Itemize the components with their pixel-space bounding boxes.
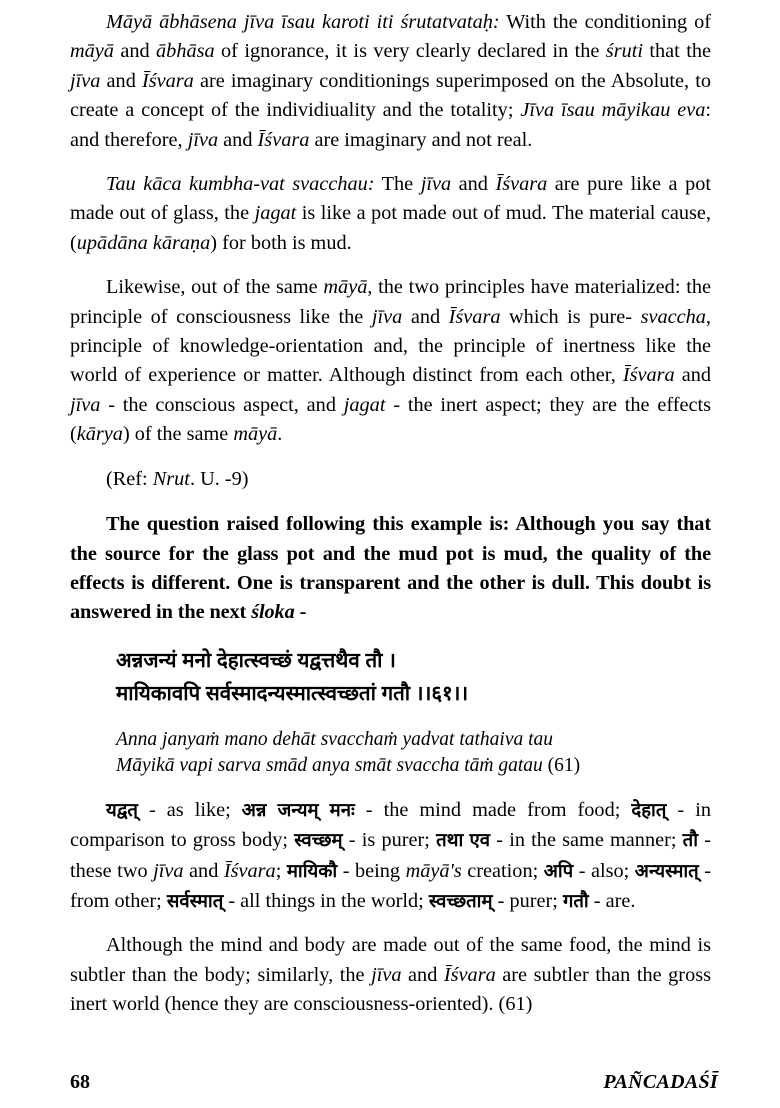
term-maya: māyā [70,40,114,63]
term-jagat: jagat [343,393,386,416]
text-run: - purer; [492,889,563,912]
text-run: which is pure- [500,305,641,328]
paragraph-maya-abhasena [70,8,711,155]
term-upadana-karana: upādāna kāraṇa [76,231,211,254]
term-jiva: jīva [371,305,403,328]
term-mayas: māyā's [405,859,462,882]
text-run: Māyikā vapi sarva smād anya smāt svaccha tāṁ gatau [116,754,543,776]
text-run: is like a pot made out of mud. The material cause, ( [70,202,711,254]
term-jiva: jīva [153,859,184,882]
text-run: are subtler than the gross inert world (hence they are consciousness-oriented). (61) [70,963,711,1016]
text-run: and [674,364,711,387]
text-run: - these two [70,829,711,882]
devanagari-verse [70,644,711,710]
term-isvara: Īśvara [257,128,310,151]
text-run: and [401,963,444,986]
term-isvara: Īśvara [495,173,548,196]
text-run: and [218,128,258,151]
text-run: ) for both is mud. [210,231,352,254]
paragraph-word-gloss [70,795,711,917]
term-jiva: jīva [70,393,101,416]
verse-line-2: मायिकावपि सर्वस्मादन्यस्मात्स्वच्छतां गतौ ।।६१।। [116,681,469,705]
devanagari-word: स्वच्छम् [294,829,343,851]
text-run: The [374,173,421,196]
text-run: - in comparison to gross body; [70,798,712,852]
term-maya: māyā [323,276,368,299]
devanagari-word: तथा एव [436,829,491,851]
sanskrit-quote: Jīva īsau māyikau eva [520,99,706,122]
text-run: Likewise, out of the same [106,276,324,299]
page-content [70,8,711,1020]
term-sruti: śruti [605,40,643,63]
text-run: and [183,859,224,882]
devanagari-word: सर्वस्मात् [166,889,224,911]
text-run: are imaginary and not real. [309,128,533,151]
text-run: : and therefore, [70,99,711,151]
devanagari-word: यद्वत् [106,798,138,820]
term-jiva: jīva [70,69,101,92]
text-run: The question raised following this example is: Although you say that the source for the glass pot and the mud pot is mud, the quality of the effects is different. One is transparent and the other is dull. This doubt is answered in the next [70,513,711,624]
text-run: . [277,423,283,446]
text-run: - the conscious aspect, and [100,393,344,416]
term-isvara: Īśvara [448,305,501,328]
text-run: , the two principles have materialized: the principle of consciousness like the [70,276,711,328]
text-run: - are. [588,889,636,912]
text-run: and [451,173,496,196]
text-run: of ignorance, it is very clearly declared in the [214,40,606,63]
sanskrit-phrase-lead: Māyā ābhāsena jīva īsau karoti iti śrutatvataḥ: [106,11,500,33]
paragraph-likewise [70,273,711,449]
sanskrit-phrase-lead: Tau kāca kumbha-vat svacchau: [106,173,375,196]
text-run: With the conditioning of [499,11,711,33]
text-run: ; [275,859,287,882]
text-run: - being [337,859,406,882]
term-isvara: Īśvara [141,69,194,92]
text-run: - the mind made from food; [354,798,632,821]
source-name: Nrut [152,467,190,490]
text-run: are pure like a pot made out of glass, the [70,173,711,225]
text-run: Although the mind and body are made out of the same food, the mind is subtler than the body; similarly, the [70,934,711,986]
term-sloka: śloka [251,601,295,624]
devanagari-word: स्वच्छताम् [428,889,493,911]
text-run: - [294,601,307,624]
text-run: - from other; [70,859,711,912]
devanagari-word: गतौ [562,889,589,911]
term-jiva: jīva [371,963,402,986]
text-run: and [402,305,449,328]
text-run: (Ref: [106,467,153,490]
text-run: and [113,40,157,63]
devanagari-word: अन्यस्मात् [634,859,699,881]
text-run: are imaginary conditionings superimposed on the Absolute, to create a concept of the individiuality and the totality; [70,69,711,122]
term-karya: kārya [76,423,123,446]
term-abhasa: ābhāsa [156,40,215,63]
term-isvara: Īśvara [443,963,496,986]
transliteration-line-1: Anna janyaṁ mano dehāt svacchaṁ yadvat tathaiva tau [116,728,554,750]
devanagari-word: देहात् [631,798,667,820]
text-run: that the [643,40,711,63]
paragraph-tau-kaca [70,170,711,258]
text-run: - also; [573,859,635,882]
devanagari-word: अपि [543,859,574,881]
text-run: and [100,69,142,92]
reference-citation [70,465,711,494]
text-run: - as like; [137,798,242,821]
text-run: - all things in the world; [223,889,429,912]
text-run: ) of the same [122,423,234,446]
term-isvara: Īśvara [622,364,675,387]
term-jiva: jīva [420,173,452,196]
term-jiva: jīva [187,128,219,151]
page-number: 68 [70,1071,90,1093]
transliteration-block [70,727,711,779]
term-jagat: jagat [254,202,297,225]
term-isvara: Īśvara [223,859,276,882]
text-run: - the inert aspect; they are the effects ( [70,393,711,446]
devanagari-word: अन्न जन्यम् मनः [241,798,355,820]
devanagari-word: तौ [682,829,699,851]
text-run: creation; [461,859,544,882]
text-run: - in the same manner; [490,829,683,852]
term-maya: māyā [233,423,278,446]
page-footer [70,1071,718,1094]
running-title: PAÑCADAŚĪ [603,1071,718,1093]
transliteration-line-2 [116,753,711,779]
term-svaccha: svaccha [640,305,706,328]
text-run: , principle of knowledge-orientation and, the principle of inertness like the world of experience or matter. Although distinct from each other, [70,305,711,387]
text-run: - is purer; [342,829,437,852]
verse-line-1: अन्नजन्यं मनो देहात्स्वच्छं यद्वत्तथैव तौ । [116,648,396,672]
paragraph-although-mind-body [70,931,711,1019]
devanagari-word: मायिकौ [286,859,338,881]
verse-number: (61) [542,754,581,776]
paragraph-question-raised [70,510,711,628]
text-run: . U. -9) [189,467,249,490]
